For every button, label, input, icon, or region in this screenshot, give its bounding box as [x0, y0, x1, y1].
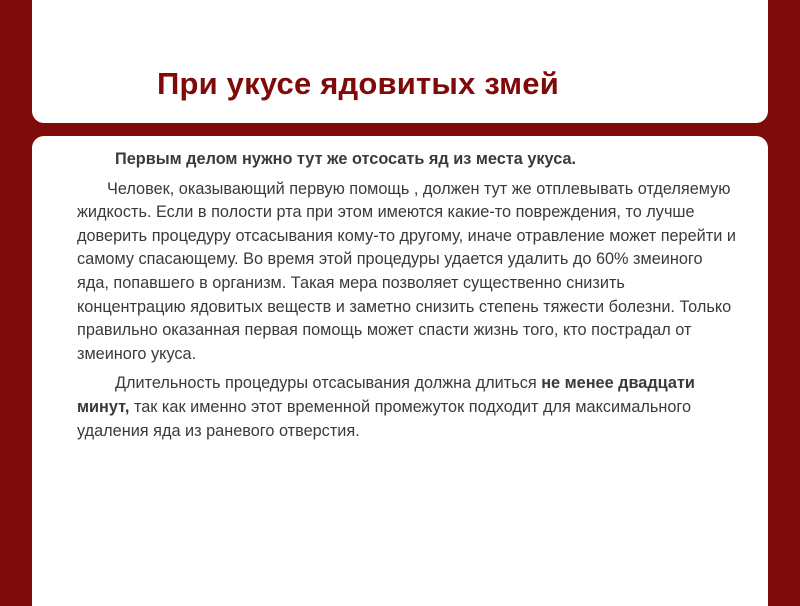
main-paragraph: Человек, оказывающий первую помощь , должен тут же отплевывать отделяемую жидкость. Если в полости рта при этом имеются какие-то повреждения, то лучше доверить процедуру отсасывания кому-то другому, иначе отравление может перейти и самому спасающему. Во время этой процедуры удается удалить до 60% змеиного яда, попавшего в организм. Такая мера позволяет существенно снизить концентрацию ядовитых веществ и заметно снизить степень тяжести болезни. Только правильно оказанная первая помощь может спасти жизнь того, кто пострадал от змеиного укуса. [77, 179, 736, 363]
slide-body [77, 148, 737, 449]
title-panel [32, 0, 768, 123]
duration-text-end: так как именно этот временной промежуток подходит для максимального удаления яда из раневого отверстия. [77, 397, 692, 440]
duration-paragraph [77, 372, 737, 443]
slide-title: При укусе ядовитых змей [157, 66, 559, 101]
duration-text-start: Длительность процедуры отсасывания должна длиться [115, 374, 542, 393]
duration-emphasis: не менее двадцати минут, [77, 374, 695, 416]
content-panel [32, 136, 768, 606]
lead-paragraph: Первым делом нужно тут же отсосать яд из места укуса. [115, 150, 577, 168]
